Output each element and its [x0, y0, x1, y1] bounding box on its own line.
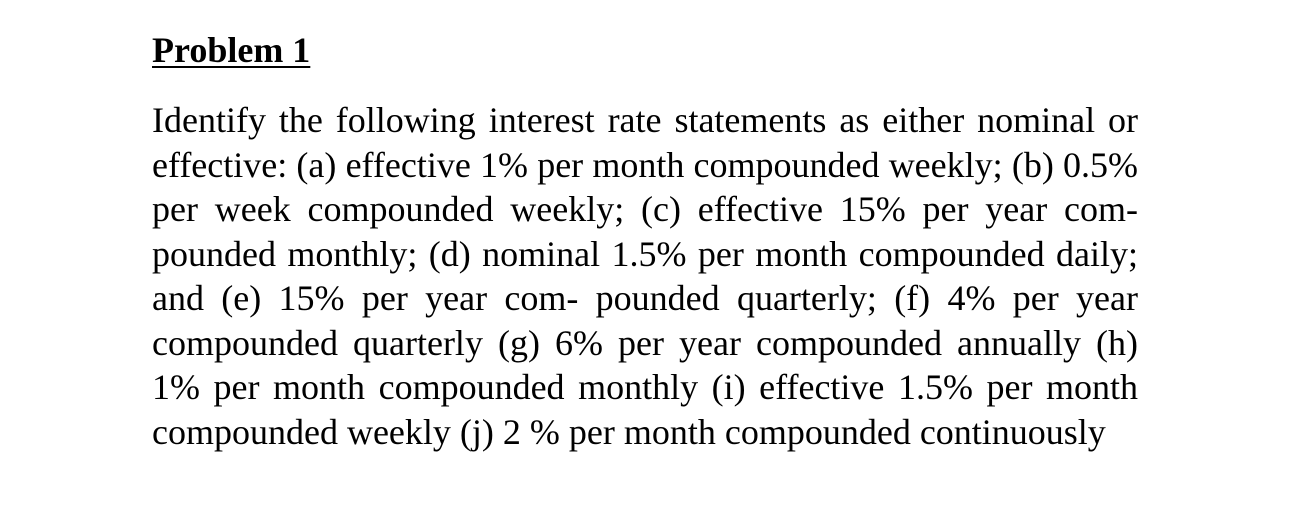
problem-section [152, 28, 1138, 490]
problem-statement: Identify the following interest rate statements as either nominal or effective: (a) effective 1% per month compounded weekly; (b) 0.5% per week compounded weekly; (c) effective 15% per year com- pounded monthly; (d) nominal 1.5% per month compounded daily; and (e) 15% per year com- pounded quarterly; (f) 4% per year compounded quarterly (g) 6% per year compounded annually (h) 1% per month compounded monthly (i) effective 1.5% per month compounded weekly (j) 2 % per month compounded continuously [152, 100, 1138, 452]
problem-heading: Problem 1 [152, 30, 311, 70]
